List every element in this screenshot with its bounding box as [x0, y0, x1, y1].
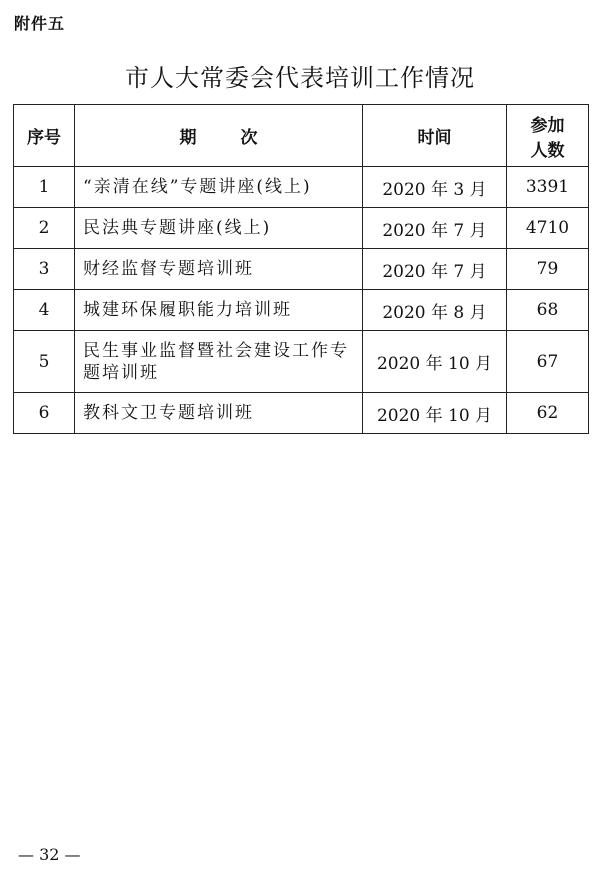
table-row	[14, 208, 589, 249]
row-index: 5	[14, 331, 75, 393]
table-row	[14, 290, 589, 331]
table-row	[14, 167, 589, 208]
row-time: 2020 年 7 月	[363, 208, 507, 249]
training-table	[13, 104, 589, 434]
header-index: 序号	[14, 105, 75, 167]
header-time: 时间	[363, 105, 507, 167]
table-row	[14, 249, 589, 290]
row-index: 3	[14, 249, 75, 290]
header-period-char-1: 期	[179, 128, 197, 148]
row-index: 2	[14, 208, 75, 249]
row-count: 67	[507, 331, 589, 393]
row-index: 4	[14, 290, 75, 331]
page-number: — 32 —	[18, 845, 81, 864]
row-name: 城建环保履职能力培训班	[75, 290, 363, 331]
row-count: 3391	[507, 167, 589, 208]
table-row	[14, 331, 589, 393]
page-title: 市人大常委会代表培训工作情况	[125, 64, 475, 92]
row-count: 79	[507, 249, 589, 290]
header-period-char-2: 次	[240, 128, 258, 148]
row-count: 4710	[507, 208, 589, 249]
table-header-row	[14, 105, 589, 167]
row-time: 2020 年 7 月	[363, 249, 507, 290]
row-name: 财经监督专题培训班	[75, 249, 363, 290]
row-time: 2020 年 10 月	[363, 331, 507, 393]
row-count: 62	[507, 393, 589, 434]
row-index: 1	[14, 167, 75, 208]
row-count: 68	[507, 290, 589, 331]
row-name: “亲清在线”专题讲座(线上)	[75, 167, 363, 208]
header-count	[507, 105, 589, 167]
header-count-line-2: 人数	[530, 140, 565, 161]
row-name: 民生事业监督暨社会建设工作专题培训班	[75, 331, 363, 393]
table-row	[14, 393, 589, 434]
row-time: 2020 年 10 月	[363, 393, 507, 434]
row-name: 教科文卫专题培训班	[75, 393, 363, 434]
header-period	[75, 105, 363, 167]
row-time: 2020 年 8 月	[363, 290, 507, 331]
row-index: 6	[14, 393, 75, 434]
header-count-line-1: 参加	[530, 115, 565, 136]
appendix-label: 附件五	[14, 14, 66, 33]
row-name: 民法典专题讲座(线上)	[75, 208, 363, 249]
row-time: 2020 年 3 月	[363, 167, 507, 208]
